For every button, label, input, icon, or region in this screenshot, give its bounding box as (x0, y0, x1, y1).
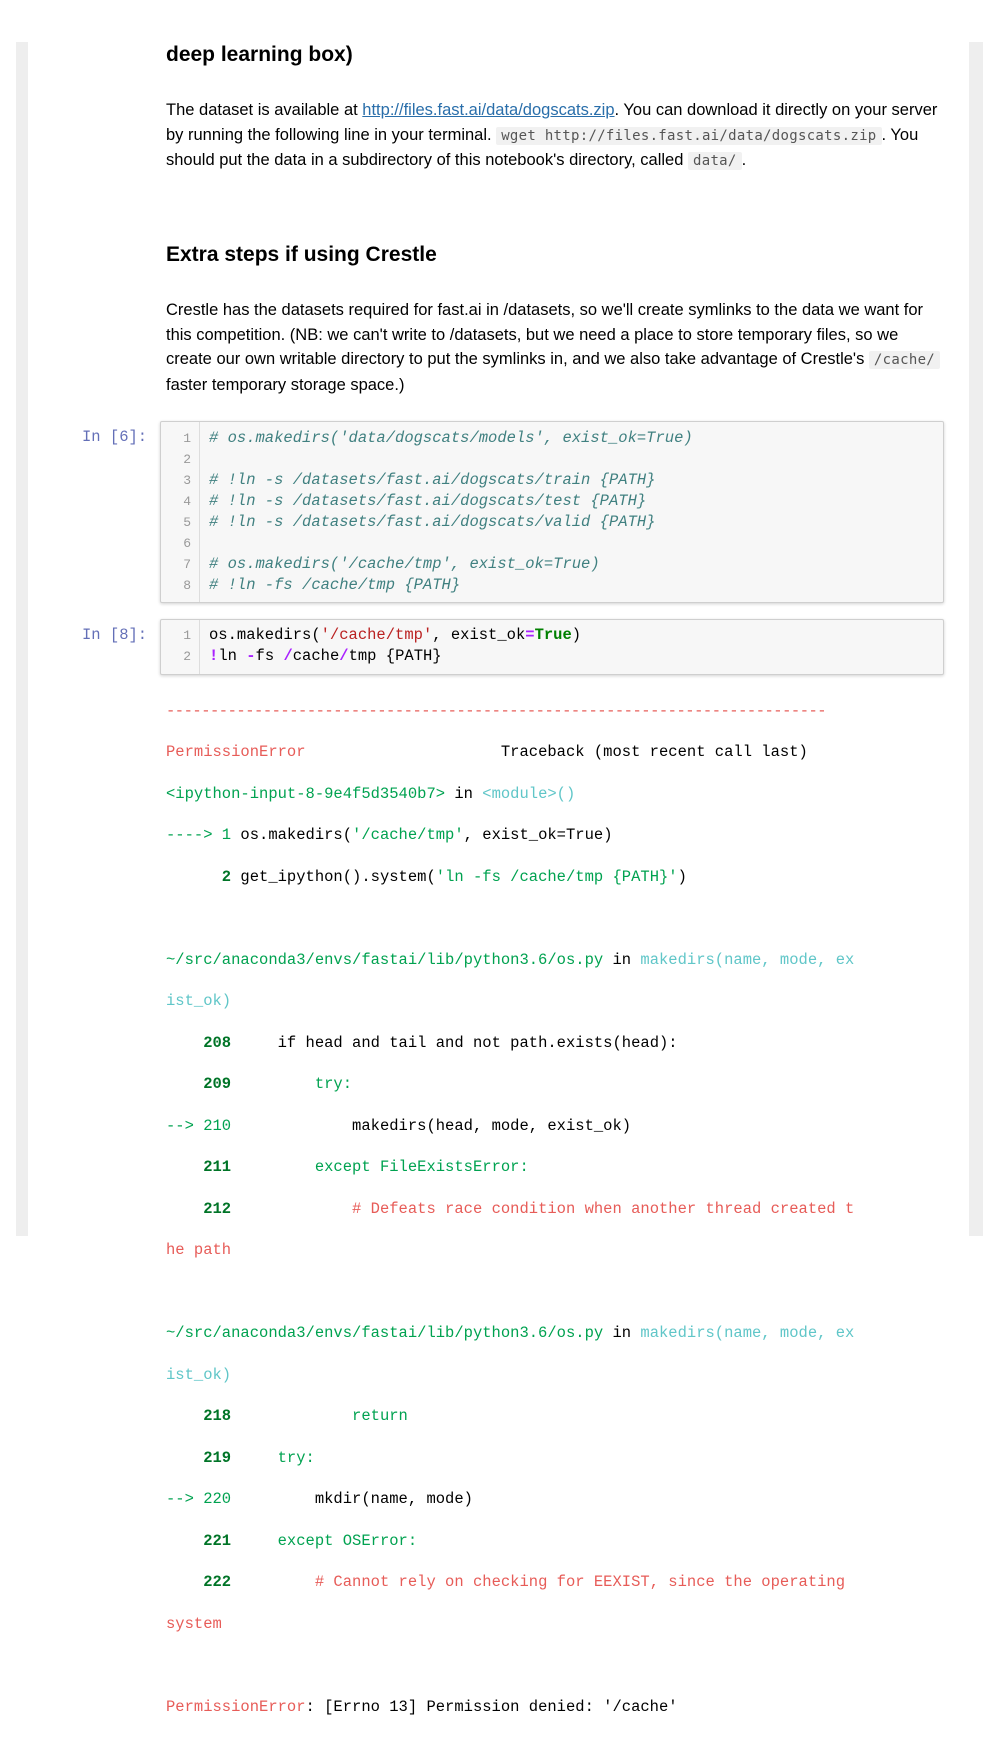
line-number: 2 (183, 649, 191, 664)
code-line (161, 449, 943, 470)
code-text (209, 646, 442, 667)
line-number: 6 (183, 536, 191, 551)
traceback-line-number: 212 (166, 1199, 241, 1218)
code-token: ) (571, 626, 582, 644)
code-token: ln (218, 647, 247, 665)
code-text: # !ln -s /datasets/fast.ai/dogscats/valid {PATH} (209, 513, 656, 531)
code-operator: = (525, 626, 535, 644)
line-number: 5 (183, 515, 191, 530)
traceback-separator: --------------------------------------------------------------------------- (166, 701, 827, 720)
traceback-line-number: 208 (166, 1033, 241, 1052)
traceback-code: except OSError: (240, 1531, 418, 1550)
traceback-label: Traceback (most recent call last) (305, 743, 808, 762)
line-number: 4 (183, 494, 191, 509)
traceback-code: except FileExistsError: (240, 1158, 529, 1177)
traceback-code: makedirs(head, mode, exist_ok) (240, 1116, 632, 1135)
traceback-text: in (445, 784, 483, 803)
traceback-code: ) (677, 867, 687, 886)
code-cell-1[interactable] (160, 421, 944, 603)
code-text (209, 625, 581, 646)
blank-line (166, 1655, 946, 1676)
section-heading-continuation: deep learning box) (166, 43, 353, 66)
code-line (161, 428, 943, 449)
traceback-line (166, 867, 946, 888)
code-line (161, 470, 943, 491)
code-text: # os.makedirs('data/dogscats/models', exist_ok=True) (209, 429, 693, 447)
traceback-arrow: --> 220 (166, 1490, 241, 1509)
code-keyword: True (534, 626, 572, 644)
traceback-line (166, 1406, 946, 1427)
traceback-arrow: ----> 1 (166, 826, 241, 845)
code-text: # !ln -s /datasets/fast.ai/dogscats/test {PATH} (209, 492, 647, 510)
error-name: PermissionError (166, 743, 306, 762)
file-path: ~/src/anaconda3/envs/fastai/lib/python3.6/os.py (166, 1324, 604, 1343)
traceback-string: '/cache/tmp' (352, 826, 464, 845)
paragraph-text: faster temporary storage space.) (166, 375, 405, 394)
code-line (161, 554, 943, 575)
code-cell-2[interactable] (160, 619, 944, 675)
paragraph-text: . (741, 151, 747, 169)
code-line (161, 491, 943, 512)
traceback-code: os.makedirs( (240, 826, 353, 845)
crestle-heading: Extra steps if using Crestle (166, 243, 437, 266)
traceback-line (166, 1531, 946, 1552)
traceback-comment: # Defeats race condition when another thread created t (240, 1199, 855, 1218)
traceback-file (166, 950, 946, 971)
traceback-line-number: 222 (166, 1573, 241, 1592)
traceback-arrow: --> 210 (166, 1116, 241, 1135)
data-dir-code: data/ (688, 152, 742, 170)
traceback-line-number: 211 (166, 1158, 241, 1177)
error-name: PermissionError (166, 1697, 306, 1716)
traceback-comment-cont: he path (166, 1241, 232, 1260)
code-string: '/cache/tmp' (320, 626, 433, 644)
line-number: 7 (183, 557, 191, 572)
traceback-text: in (603, 1324, 641, 1343)
traceback-line (166, 1199, 946, 1220)
traceback-line-number: 221 (166, 1531, 241, 1550)
line-number: 1 (183, 431, 191, 446)
traceback-header (166, 742, 946, 763)
code-operator: ! (209, 647, 219, 665)
traceback-code: try: (240, 1448, 315, 1467)
code-line (161, 646, 943, 667)
code-operator: / (283, 647, 293, 665)
error-traceback-output (166, 680, 946, 1738)
traceback-code: return (240, 1407, 408, 1426)
crestle-paragraph (166, 298, 942, 397)
traceback-line (166, 1033, 946, 1054)
code-text: # os.makedirs('/cache/tmp', exist_ok=True) (209, 555, 600, 573)
cell-1-prompt: In [6]: (82, 428, 148, 446)
code-token: , exist_ok (432, 626, 526, 644)
traceback-line (166, 1074, 946, 1095)
traceback-code: mkdir(name, mode) (240, 1490, 473, 1509)
traceback-text: in (603, 950, 641, 969)
paragraph-text: . You should put the data in a subdirectory of this notebook's directory, called (166, 125, 919, 169)
dataset-paragraph (166, 98, 942, 174)
line-number: 1 (183, 628, 191, 643)
traceback-file (166, 1323, 946, 1344)
traceback-code: , exist_ok=True) (463, 826, 613, 845)
code-operator: / (339, 647, 349, 665)
traceback-line (166, 1489, 946, 1510)
traceback-line-number: 218 (166, 1407, 241, 1426)
function-name: makedirs(name, mode, ex (640, 1324, 855, 1343)
module-name: <module>() (482, 784, 576, 803)
code-line (161, 533, 943, 554)
code-token: fs (255, 647, 284, 665)
code-token: tmp {PATH} (348, 647, 442, 665)
traceback-input-ref (166, 784, 946, 805)
file-path: ~/src/anaconda3/envs/fastai/lib/python3.6/os.py (166, 950, 604, 969)
traceback-line-number: 209 (166, 1075, 241, 1094)
traceback-string: 'ln -fs /cache/tmp {PATH}' (435, 867, 678, 886)
traceback-line (166, 1157, 946, 1178)
traceback-comment: # Cannot rely on checking for EEXIST, since the operating (240, 1573, 846, 1592)
blank-line (166, 908, 946, 929)
final-error (166, 1697, 946, 1718)
traceback-code: .system( (361, 867, 436, 886)
traceback-file-cont: ist_ok) (166, 1365, 232, 1384)
cell-2-prompt: In [8]: (82, 626, 148, 644)
cache-dir-code: /cache/ (869, 351, 940, 369)
traceback-line (166, 1116, 946, 1137)
code-token: os.makedirs( (209, 626, 321, 644)
function-name: makedirs(name, mode, ex (640, 950, 855, 969)
traceback-file-cont: ist_ok) (166, 992, 232, 1011)
left-margin-bar (16, 42, 28, 1236)
paragraph-text: Crestle has the datasets required for fast.ai in /datasets, so we'll create symlinks to the data we want for this competition. (NB: we can't write to /datasets, but we need a place to store temporary files, so we create our own writable directory to put the symlinks in, and we also take advantage of Crestle's (166, 301, 924, 368)
paragraph-text: The dataset is available at (166, 101, 363, 119)
code-token: cache (292, 647, 340, 665)
dataset-link[interactable]: http://files.fast.ai/data/dogscats.zip (362, 101, 615, 119)
traceback-code: get_ipython() (240, 867, 362, 886)
line-number: 2 (183, 452, 191, 467)
paragraph-text: . You can download it directly on your server by running the following line in your terminal. (166, 101, 938, 144)
traceback-code: try: (240, 1075, 353, 1094)
line-number: 8 (183, 578, 191, 593)
code-text: # !ln -fs /cache/tmp {PATH} (209, 576, 461, 594)
code-text: # !ln -s /datasets/fast.ai/dogscats/train {PATH} (209, 471, 656, 489)
traceback-line (166, 1448, 946, 1469)
traceback-line (166, 825, 946, 846)
traceback-code: if head and tail and not path.exists(head): (240, 1033, 678, 1052)
traceback-line (166, 1572, 946, 1593)
wget-command: wget http://files.fast.ai/data/dogscats.zip (496, 127, 881, 145)
code-line (161, 575, 943, 596)
traceback-line-number: 219 (166, 1448, 241, 1467)
code-operator: - (246, 647, 256, 665)
traceback-comment-cont: system (166, 1614, 222, 1633)
code-line (161, 625, 943, 646)
code-line (161, 512, 943, 533)
traceback-line-number: 2 (166, 867, 241, 886)
input-reference: <ipython-input-8-9e4f5d3540b7> (166, 784, 446, 803)
blank-line (166, 1282, 946, 1303)
right-margin-bar (969, 42, 983, 1236)
error-message: : [Errno 13] Permission denied: '/cache' (305, 1697, 678, 1716)
line-number: 3 (183, 473, 191, 488)
